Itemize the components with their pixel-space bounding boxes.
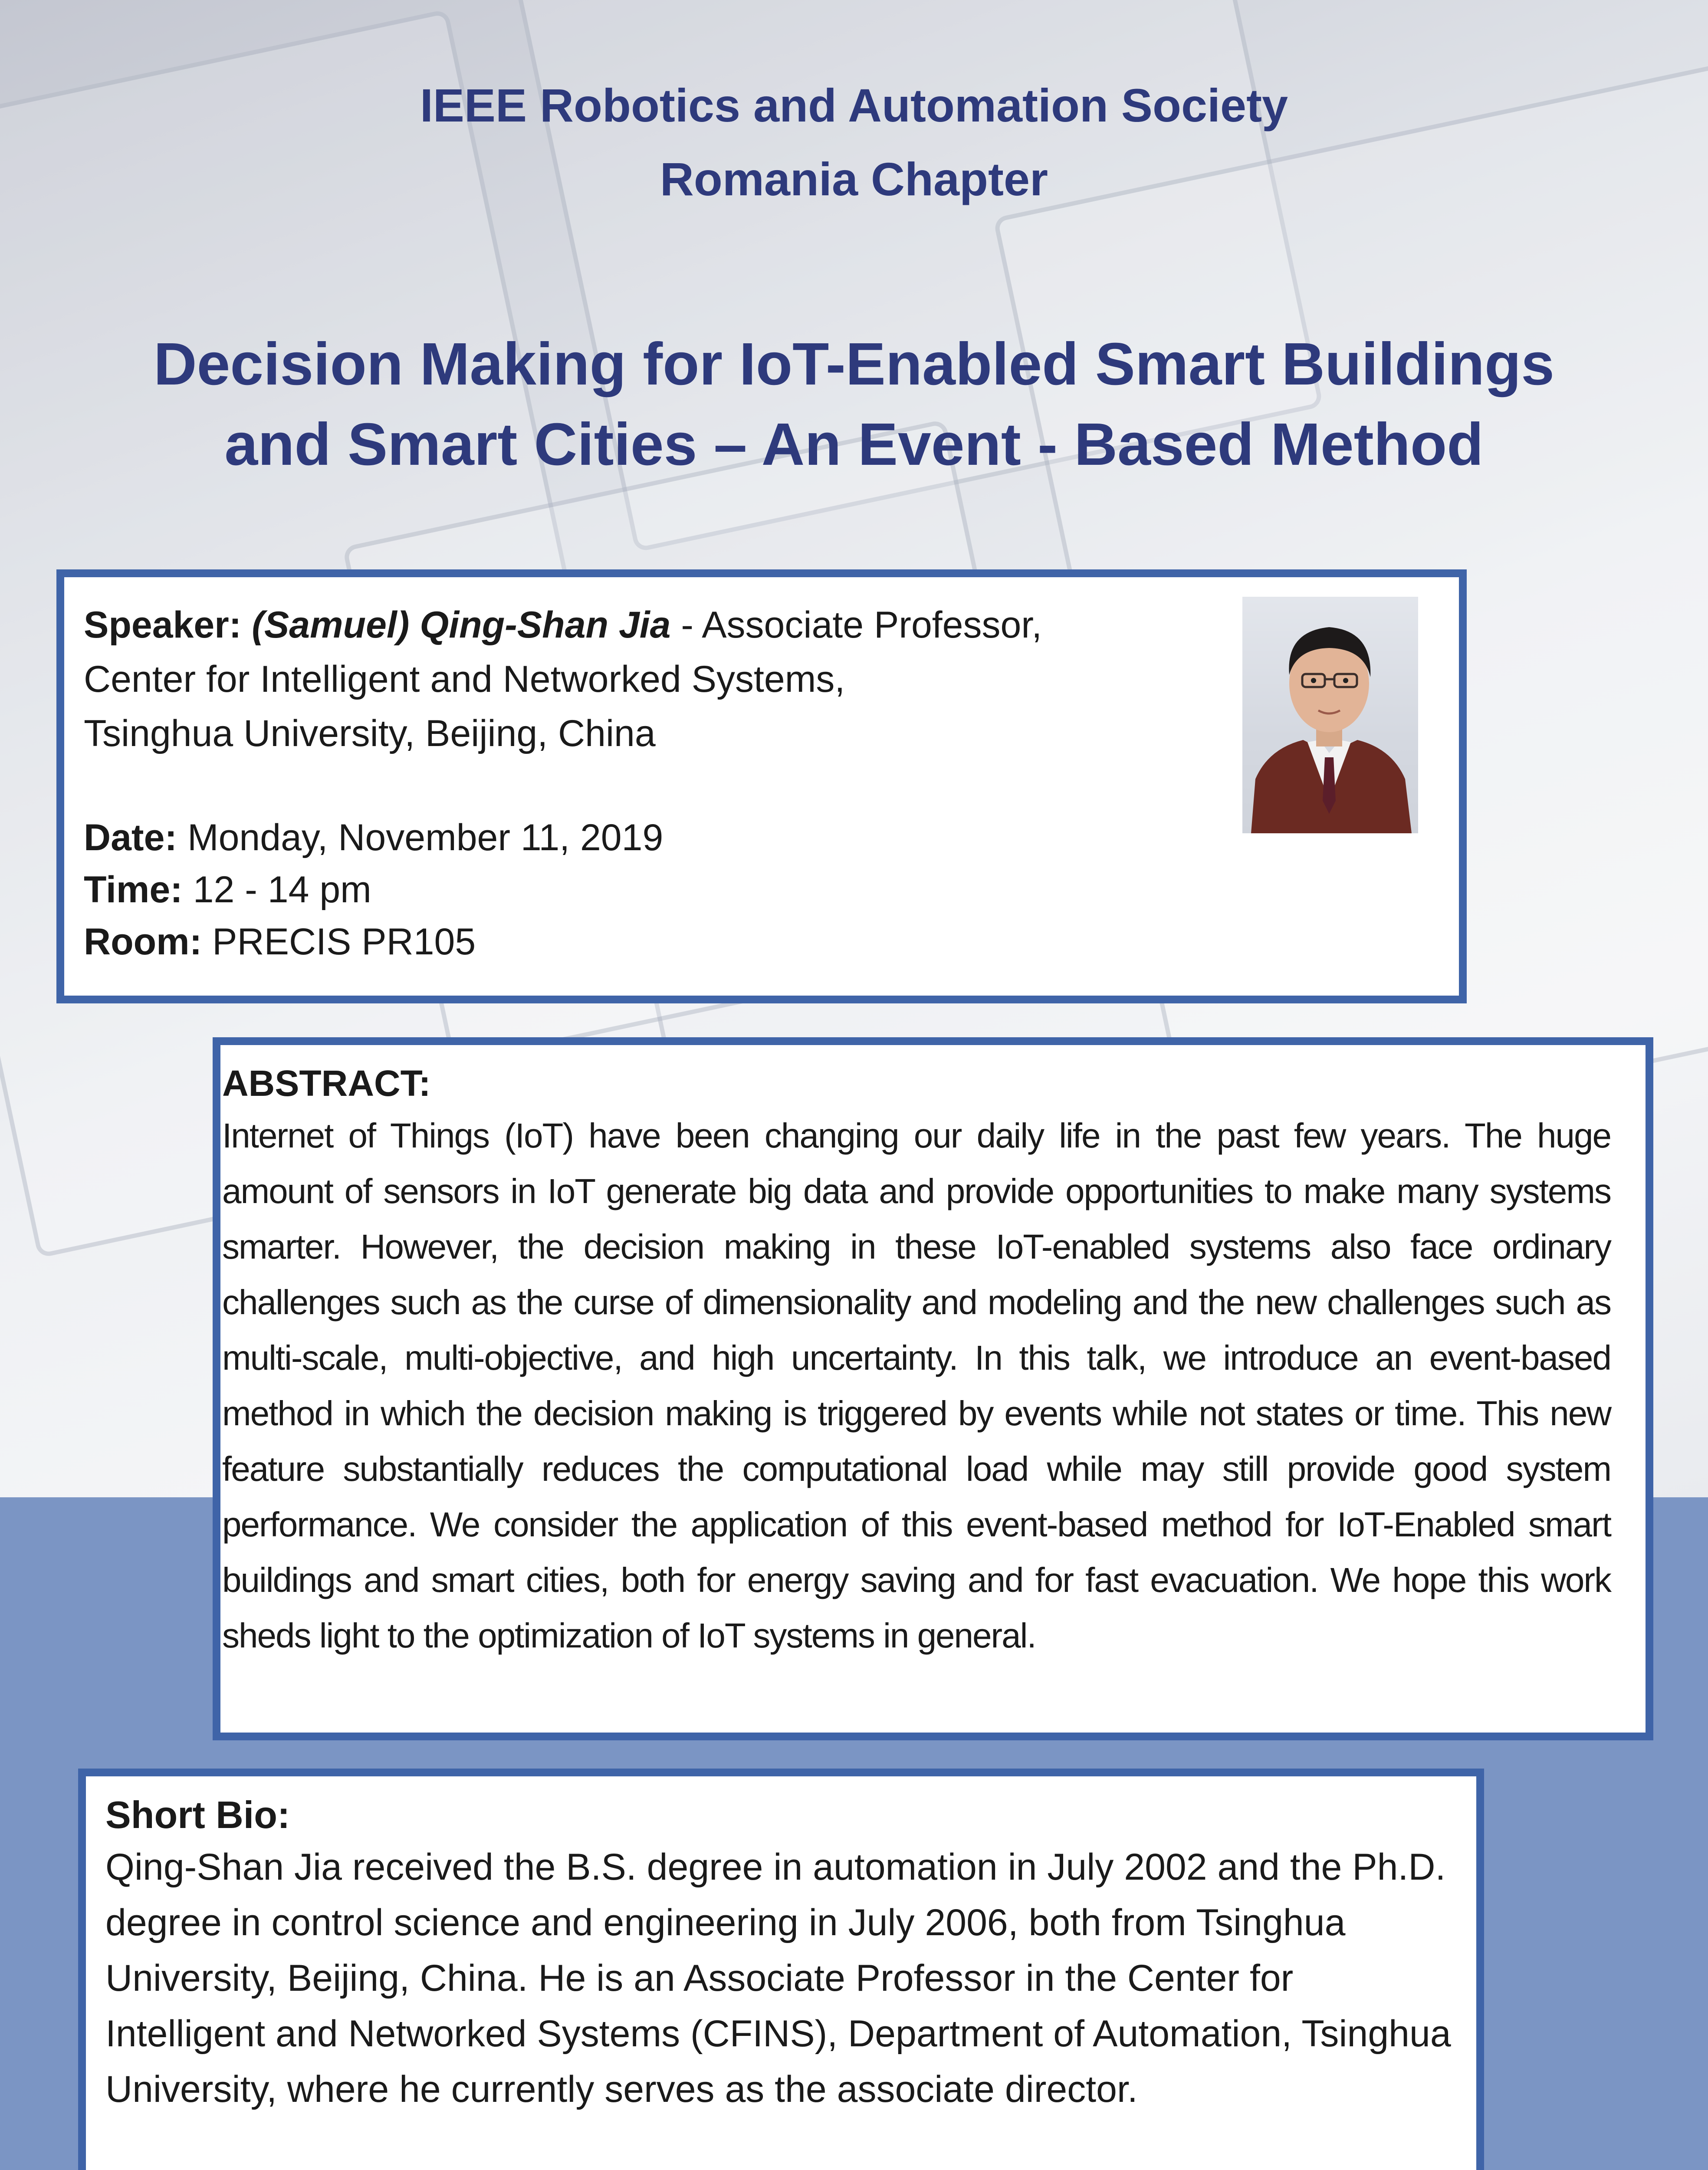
- talk-title-line-1: Decision Making for IoT-Enabled Smart Buildings: [153, 331, 1555, 398]
- speaker-name: (Samuel) Qing-Shan Jia: [252, 604, 671, 646]
- time-value: 12 - 14 pm: [182, 869, 371, 911]
- organization-name: IEEE Robotics and Automation Society: [420, 79, 1288, 132]
- short-bio-box: [78, 1769, 1484, 2170]
- speaker-label: Speaker:: [84, 604, 242, 646]
- chapter-name: Romania Chapter: [660, 153, 1048, 205]
- speaker-role: - Associate Professor,: [670, 604, 1042, 646]
- abstract-heading: ABSTRACT:: [222, 1063, 431, 1104]
- speaker-info-box: [56, 569, 1467, 1003]
- abstract-text: Internet of Things (IoT) have been changing our daily life in the past few years. The huge amount of sensors in IoT generate big data and provide opportunities to make many systems smarter. However, the decision making in these IoT-enabled systems also face ordinary challenges such as the curse of dimensionality and modeling and the new challenges such as multi-scale, multi-objective, and high uncertainty. In this talk, we introduce an event-based method in which the decision making is triggered by events while not states or time. This new feature substantially reduces the computational load while may still provide good system performance. We consider the application of this event-based method for IoT-Enabled smart buildings and smart cities, both for energy saving and for fast evacuation. We hope this work sheds light to the optimization of IoT systems in general.: [222, 1116, 1611, 1655]
- speaker-affiliation-2: Tsinghua University, Beijing, China: [84, 713, 656, 754]
- bio-text: Qing-Shan Jia received the B.S. degree in automation in July 2002 and the Ph.D. degree in control science and engineering in July 2006, both from Tsinghua University, Beijing, China. He is an Associate Professor in the Center for Intelligent and Networked Systems (CFINS), Department of Automation, Tsinghua University, where he currently serves as the associate director.: [105, 1846, 1451, 2110]
- room-line: [84, 918, 476, 966]
- time-label: Time:: [84, 869, 183, 911]
- abstract-box: [213, 1037, 1653, 1740]
- date-label: Date:: [84, 817, 177, 858]
- room-label: Room:: [84, 921, 202, 963]
- speaker-line: [84, 601, 1042, 649]
- bio-heading: Short Bio:: [105, 1793, 290, 1836]
- date-line: [84, 814, 663, 861]
- date-value: Monday, November 11, 2019: [177, 817, 663, 858]
- time-line: [84, 866, 371, 914]
- speaker-affiliation-1: Center for Intelligent and Networked Systems,: [84, 658, 845, 700]
- talk-title-line-2: and Smart Cities – An Event - Based Method: [224, 411, 1484, 478]
- speaker-photo: [1242, 597, 1418, 833]
- room-value: PRECIS PR105: [202, 921, 476, 963]
